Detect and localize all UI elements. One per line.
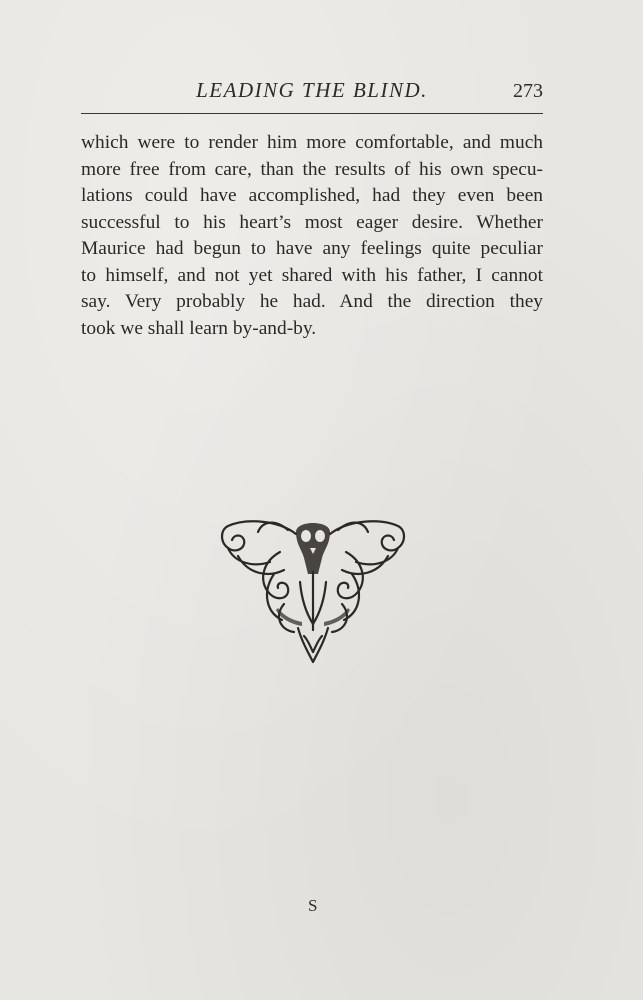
header-rule [81, 113, 543, 114]
text-line: which were to render him more comfortable, and much [81, 132, 543, 153]
text-line: more free from care, than the results of his own specu- [81, 158, 543, 180]
signature-mark: S [308, 896, 318, 915]
text-line: successful to his heart’s most eager desire. Whether [81, 211, 543, 233]
running-title: LEADING THE BLIND. [196, 78, 428, 102]
text-line: say. Very probably he had. And the direction they [81, 291, 543, 312]
text-line: took we shall learn by-and-by. [81, 317, 317, 339]
tailpiece-ornament-icon [218, 512, 408, 667]
text-line: to himself, and not yet shared with his father, I cannot [81, 264, 543, 286]
text-line: Maurice had begun to have any feelings quite peculiar [81, 238, 543, 259]
text-line: lations could have accomplished, had they even been [81, 185, 543, 206]
body-paragraph [81, 130, 543, 342]
running-head [81, 78, 543, 108]
page-number: 273 [513, 80, 543, 102]
